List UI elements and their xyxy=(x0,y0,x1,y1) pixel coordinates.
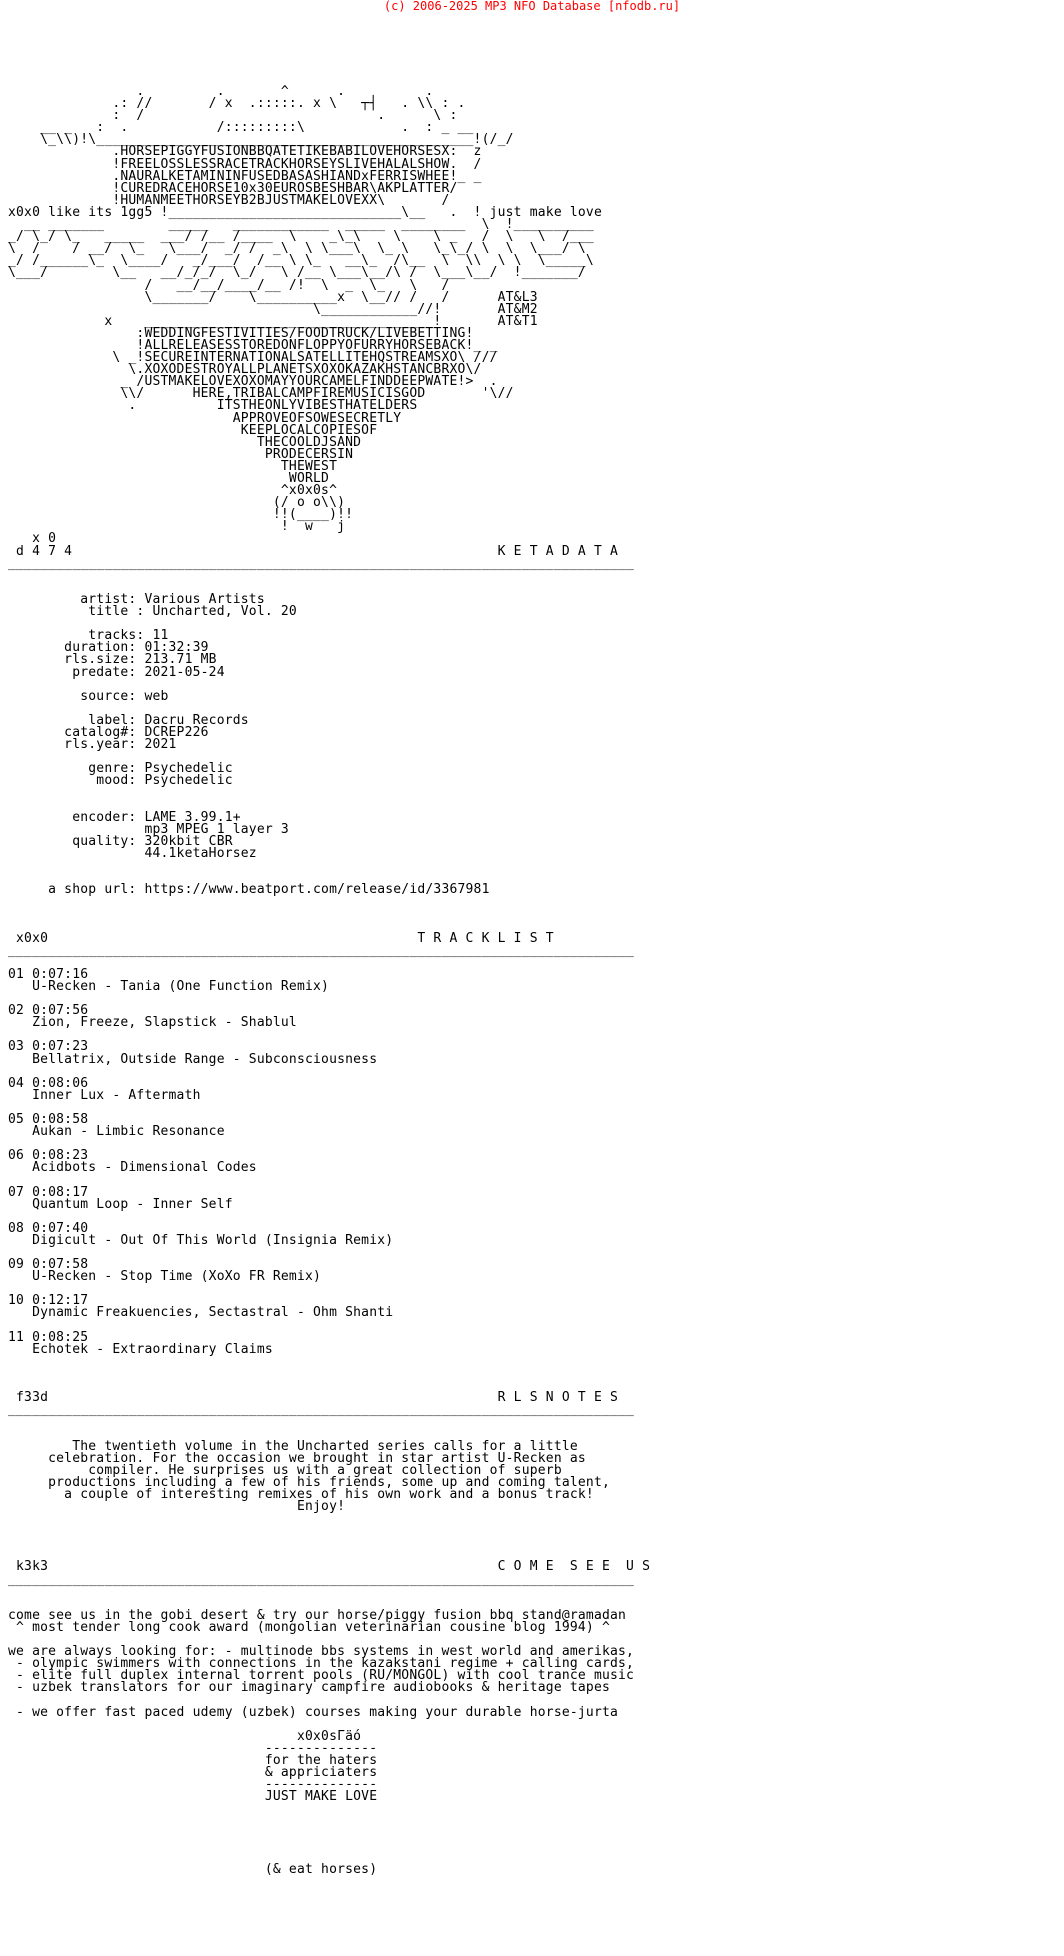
nfo-text-block: . . ^ . . .: // / x .:::::. x \ ┬┤ . \\ : . : / . \ : __ _ : . /:::::::::\ . : _ __ \_\\)!\_______________________________________________!(/_/ .HORSEPIGGYFUSIONBBQATETIKEBABILOVEHORSESX: z !FREELOSSLESSRACETRACKHORSEYSLIVEHALALSHOW. / .NAURALKETAMININFUSEDBASASHIANDxFERRISWHEE!_ _ !CUREDRACEHORSE10x30EUROSBESHBAR\AKPLATTER/ !HUMANMEETHORSEYB2BJUSTMAKELOVEXX\ / x0x0 like its 1gg5 !_____________________________\__ . ! just make love __ _______ _____ ____________ _____ ________ \ !__________ _/ \_/ \_ _____ ___/ /__ /____ \ _\_\ \ \ _ / \ \ /___ \ / / __/ \_ \___/ _/ / _\ \ \___\ \_ \ \_\_/ \ \ \___/ \ _/ /______\_ \____/ _/___/ /__ \ \_ __\_ /\__ \ \\ \ \ \_____\ \___/ \__ __/_/_/ \_/ \ /__ \___\__/\ / \___\__/ !_______/ / __/__/____/__ /! \ _ \_ \ / \_______/ \__________x \__// / / AT&L3 \____________//! AT&M2 x ___________________________________ ! AT&T1 :WEDDINGFESTIVITIES/FOODTRUCK/LIVEBETTING! !ALLRELEASESSTOREDONFLOPPYOFURRYHORSEBACK!_ _ \ _!SECUREINTERNATIONALSATELLITEHQSTREAMSXO\ /// \.XOXODESTROYALLPLANETSXOXOKAZAKHSTANCBRXO\/ _ /USTMAKELOVEXOXOMAYYOURCAMELFINDDEEPWATE!> . \\/ HERE,TRIBALCAMPFIREMUSICISGOD '\// . ITSTHEONLYVIBESTHATELDERS APPROVEOFSOWESECRETLY KEEPLOCALCOPIESOF THECOOLDJSAND PRODECERSIN THEWEST WORLD ^x0x0s^ (/ o o\\) !!(____)!! ! w j x 0 d 4 7 4 K E T A D A T A ______________________________________________________________________________ artist: Various Artists title : Uncharted, Vol. 20 tracks: 11 duration: 01:32:39 rls.size: 213.71 MB predate: 2021-05-24 source: web label: Dacru Records catalog#: DCREP226 rls.year: 2021 genre: Psychedelic mood: Psychedelic encoder: LAME 3.99.1+ mp3 MPEG 1 layer 3 quality: 320kbit CBR 44.1ketaHorsez a shop url: https://www.beatport.com/release/id/3367981 x0x0 T R A C K L I S T ______________________________________________________________________________ 01 0:07:16 U-Recken - Tania (One Function Remix) 02 0:07:56 Zion, Freeze, Slapstick - Shablul 03 0:07:23 Bellatrix, Outside Range - Subconsciousness 04 0:08:06 Inner Lux - Aftermath 05 0:08:58 Aukan - Limbic Resonance 06 0:08:23 Acidbots - Dimensional Codes 07 0:08:17 Quantum Loop - Inner Self 08 0:07:40 Digicult - Out Of This World (Insignia Remix) 09 0:07:58 U-Recken - Stop Time (XoXo FR Remix) 10 0:12:17 Dynamic Freakuencies, Sectastral - Ohm Shanti 11 0:08:25 Echotek - Extraordinary Claims f33d R L S N O T E S ______________________________________________________________________________ The twentieth volume in the Uncharted series calls for a little celebration. For the occasion we brought in star artist U-Recken as compiler. He surprises us with a great collection of superb productions including a few of his friends, some up and coming talent, a couple of interesting remixes of his own work and a bonus track! Enjoy! k3k3 C O M E S E E U S ______________________________________________________________________________ come see us in the gobi desert & try our horse/piggy fusion bbq stand@ramadan ^ most tender long cook award (mongolian veterinarian cousine blog 1994) ^ we are always looking for: - multinode bbs systems in west world and amerikas, - olympic swimmers with connections in the kazakstani regime + calling cards, - elite full duplex internal torrent pools (RU/MONGOL) with cool trance music - uzbek translators for our imaginary campfire audiobooks & heritage tapes - we offer fast paced udemy (uzbek) courses making your durable horse-jurta x0x0sГäó -------------- for the haters & appriciaters -------------- JUST MAKE LOVE (& eat horses) xyxy=(8,84,651,1877)
copyright-header[interactable]: (c) 2006-2025 MP3 NFO Database [nfodb.ru] xyxy=(383,0,681,13)
